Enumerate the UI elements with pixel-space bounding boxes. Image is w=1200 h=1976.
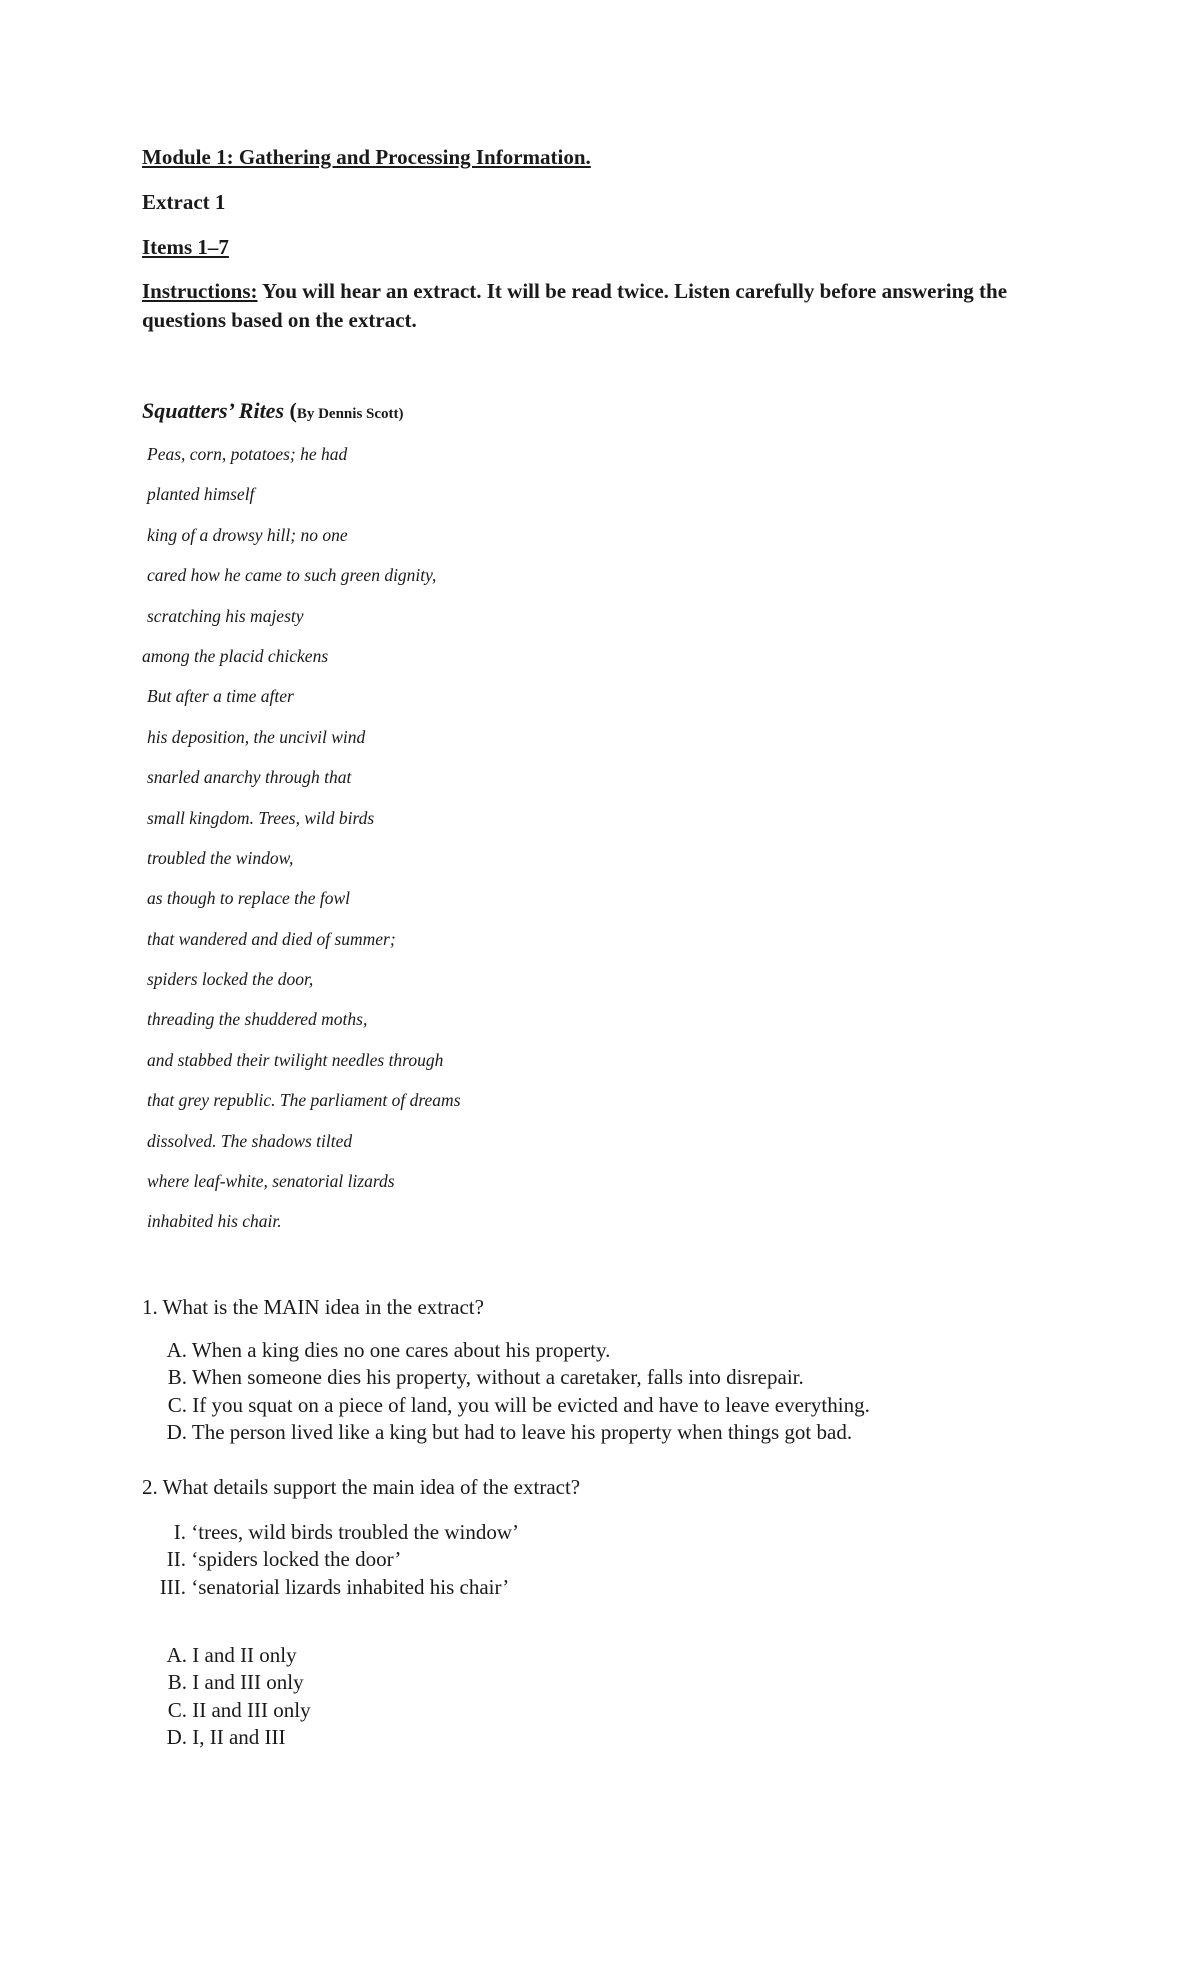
poem-line: small kingdom. Trees, wild birds [147,807,375,828]
option-text: I, II and III [192,1725,286,1750]
extract-heading: Extract 1 [142,190,226,214]
option-label: C. [167,1392,187,1417]
poem-line: where leaf-white, senatorial lizards [147,1171,395,1192]
poem-title-line [142,396,404,429]
option-label: A. [166,1338,187,1362]
poem-line: his deposition, the uncivil wind [147,726,366,747]
option-a [165,1642,311,1669]
question-2-options [165,1642,311,1752]
statement-iii [150,1574,519,1601]
items-heading: Items 1–7 [142,235,229,259]
poem-line: threading the shuddered moths, [147,1009,368,1030]
poem-line: inhabited his chair. [147,1211,282,1232]
poem-line: cared how he came to such green dignity, [147,565,437,586]
option-text: The person lived like a king but had to leave his property when things got bad. [191,1420,853,1445]
poem-author-paren: ( [289,398,297,423]
statement-ii [150,1546,519,1573]
option-b [165,1669,311,1696]
poem-line: spiders locked the door, [147,969,314,990]
option-c [165,1697,311,1724]
poem-line: as though to replace the fowl [147,888,351,909]
instructions [142,277,1042,335]
option-text: When someone dies his property, without a caretaker, falls into disrepair. [191,1365,804,1390]
poem-line: planted himself [147,484,255,505]
option-label: B. [167,1670,187,1695]
poem-line: among the placid chickens [142,645,329,666]
poem-line: Peas, corn, potatoes; he had [147,444,348,464]
option-a [165,1337,870,1364]
statement-label: III. [159,1574,186,1599]
instructions-text: You will hear an extract. It will be read twice. Listen carefully before answering the questions based on the extract. [142,279,1008,332]
question-2: 2. What details support the main idea of the extract? [142,1475,581,1499]
question-1-options [165,1337,870,1447]
poem-author: By Dennis Scott) [296,406,404,422]
question-2-statements [150,1519,519,1601]
option-text: When a king dies no one cares about his property. [191,1338,611,1362]
statement-i [150,1519,519,1546]
poem-line: dissolved. The shadows tilted [147,1130,353,1151]
option-b [165,1364,870,1391]
option-label: D. [166,1725,187,1750]
module-heading: Module 1: Gathering and Processing Information. [142,145,591,169]
option-c [165,1392,870,1419]
poem-line: troubled the window, [147,847,294,868]
option-text: I and II only [192,1643,297,1667]
poem-line: and stabbed their twilight needles through [147,1049,444,1070]
option-d [165,1419,870,1446]
instructions-label: Instructions: [142,279,258,303]
statement-text: ‘spiders locked the door’ [191,1547,402,1572]
question-1: 1. What is the MAIN idea in the extract? [142,1295,484,1319]
poem-lines [142,438,461,1246]
poem-line: scratching his majesty [147,605,304,626]
option-text: I and III only [192,1670,304,1695]
option-label: B. [167,1365,187,1390]
statement-label: II. [166,1547,186,1572]
poem-line: that grey republic. The parliament of dreams [147,1090,461,1111]
poem-line: But after a time after [147,686,294,707]
option-label: D. [166,1420,187,1445]
option-d [165,1724,311,1751]
option-label: A. [166,1643,187,1667]
poem-line: snarled anarchy through that [147,767,352,788]
option-text: II and III only [192,1697,311,1722]
poem-line: that wandered and died of summer; [147,928,396,949]
statement-label: I. [173,1520,186,1544]
poem-title: Squatters’ Rites [142,398,285,423]
option-label: C. [167,1697,187,1722]
option-text: If you squat on a piece of land, you will be evicted and have to leave everything. [192,1392,870,1417]
statement-text: ‘trees, wild birds troubled the window’ [191,1520,520,1544]
statement-text: ‘senatorial lizards inhabited his chair’ [191,1574,510,1599]
poem-line: king of a drowsy hill; no one [147,524,348,545]
